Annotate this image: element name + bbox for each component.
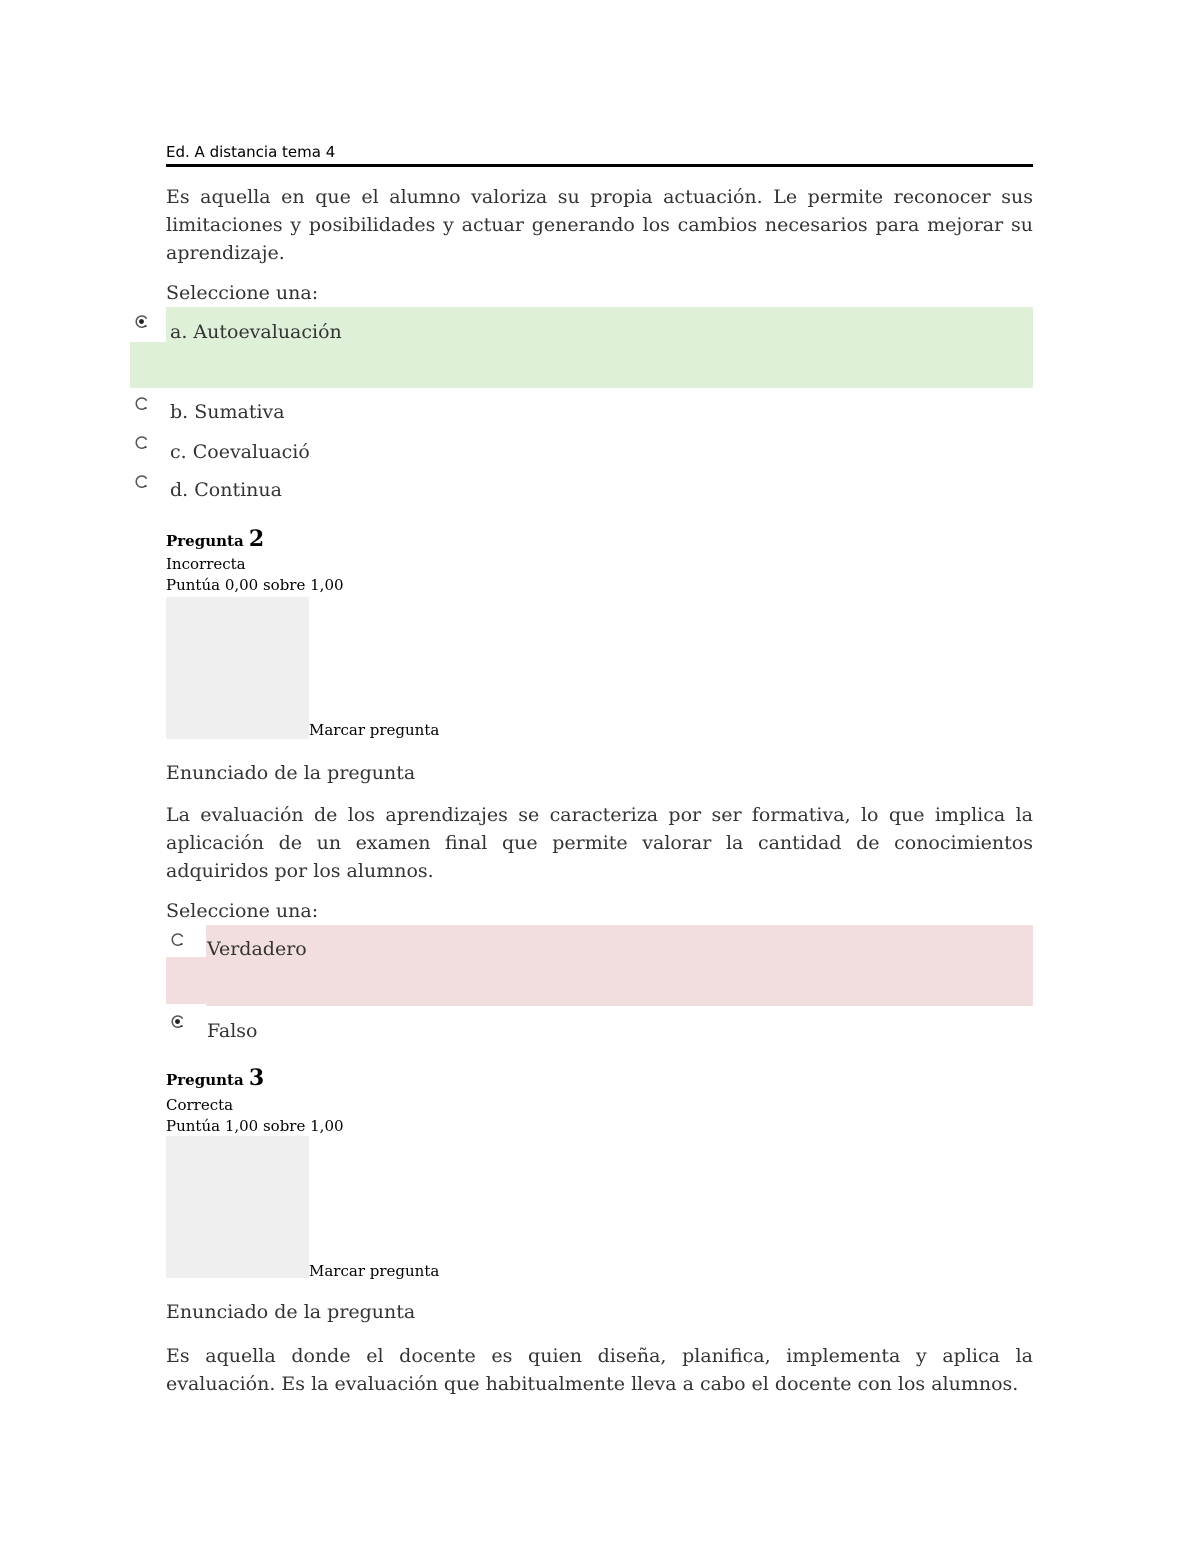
question-3-status: Correcta [166,1096,234,1114]
flag-icon[interactable] [166,1136,309,1278]
question-2-statement-heading: Enunciado de la pregunta [166,762,416,784]
option-false-label[interactable]: Falso [207,1020,258,1042]
question-3-score: Puntúa 1,00 sobre 1,00 [166,1117,344,1135]
question-1-select-label: Seleccione una: [166,282,319,304]
option-c-label[interactable]: c. Coevaluació [170,441,310,463]
radio-icon[interactable] [134,396,149,411]
radio-icon[interactable] [170,932,185,947]
question-2-select-label: Seleccione una: [166,900,319,922]
question-3-text: Es aquella donde el docente es quien diseña, planifica, implementa y aplica la evaluación. Es la evaluación que habitualmente lleva a cabo el docente con los alumnos. [166,1345,1033,1395]
radio-icon[interactable] [134,435,149,450]
flag-question-link[interactable]: Marcar pregunta [309,721,440,739]
question-number: 2 [248,526,265,552]
question-2-title: Pregunta 2 [166,526,265,552]
option-a-label[interactable]: a. Autoevaluación [170,321,342,343]
question-1-text: Es aquella en que el alumno valoriza su propia actuación. Le permite reconocer sus limitaciones y posibilidades y actuar generando los cambios necesarios para mejorar su aprendizaje. [166,186,1033,264]
option-d-label[interactable]: d. Continua [170,479,282,501]
flag-question-link[interactable]: Marcar pregunta [309,1262,440,1280]
option-true-label[interactable]: Verdadero [207,938,307,960]
question-2-text: La evaluación de los aprendizajes se caracteriza por ser formativa, lo que implica la aplicación de un examen final que permite valorar la cantidad de conocimientos adquiridos por los alumnos. [166,804,1033,882]
question-2-status: Incorrecta [166,555,246,573]
question-3-statement-heading: Enunciado de la pregunta [166,1301,416,1323]
radio-icon[interactable] [134,474,149,489]
radio-icon-selected[interactable] [170,1014,185,1029]
flag-icon[interactable] [166,597,309,739]
option-b-label[interactable]: b. Sumativa [170,401,285,423]
radio-icon-selected[interactable] [134,314,149,329]
question-3-title: Pregunta 3 [166,1065,265,1091]
question-2-score: Puntúa 0,00 sobre 1,00 [166,576,344,594]
correct-answer-highlight [130,307,1033,388]
page-title: Ed. A distancia tema 4 [166,141,1033,167]
question-number: 3 [248,1065,265,1091]
